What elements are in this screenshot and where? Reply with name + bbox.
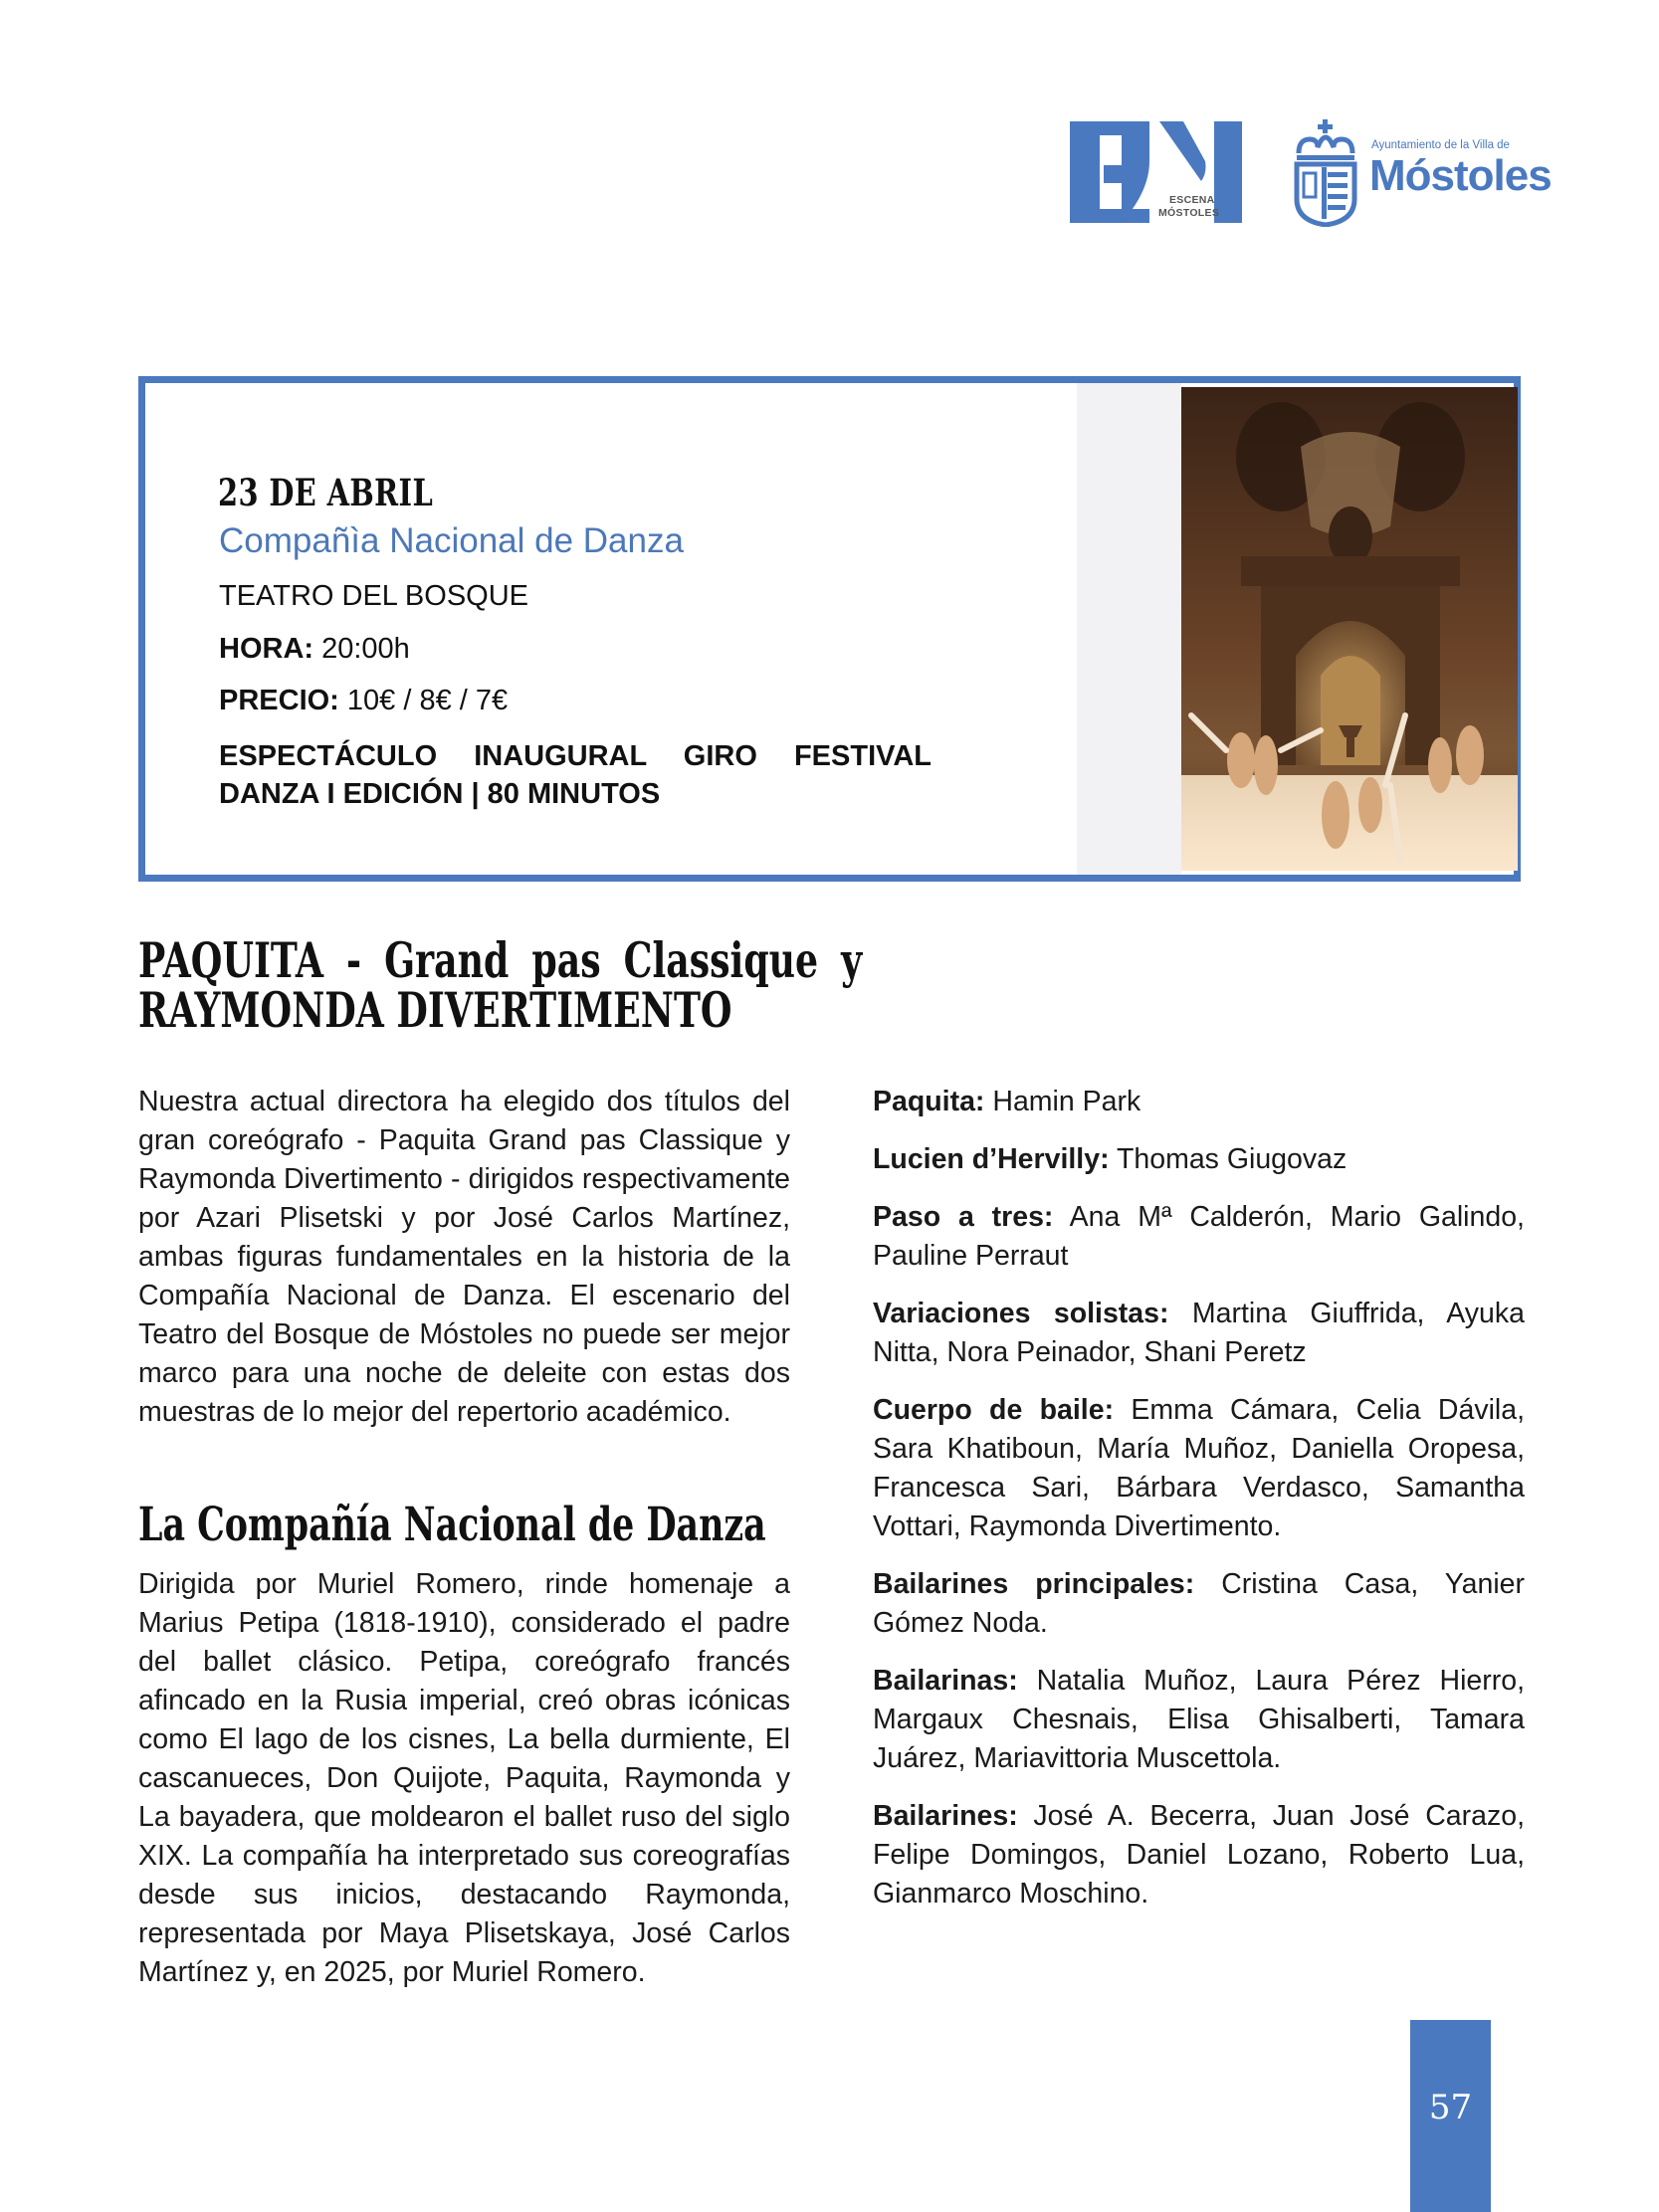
article-title <box>138 931 863 1039</box>
event-info-box <box>138 376 1521 882</box>
credit-item <box>873 1140 1525 1179</box>
article-title-line1: PAQUITA - Grand pas Classique y <box>138 931 863 989</box>
event-description: ESPECTÁCULO INAUGURAL GIRO FESTIVAL DANZA I EDICIÓN | 80 MINUTOS <box>219 740 932 810</box>
credit-item <box>873 1295 1525 1372</box>
logo-square <box>1104 165 1122 183</box>
credit-item <box>873 1565 1525 1643</box>
credit-role: Paquita: <box>873 1086 985 1117</box>
credit-item <box>873 1198 1525 1276</box>
credit-item <box>873 1662 1525 1778</box>
event-time-label: HORA: <box>219 633 314 665</box>
credit-role: Bailarines principales: <box>873 1568 1195 1600</box>
ayuntamiento-mostoles-logo <box>1294 117 1552 227</box>
event-date: 23 DE ABRIL <box>218 471 434 514</box>
credit-role: Variaciones solistas: <box>873 1298 1169 1329</box>
credit-role: Bailarinas: <box>873 1665 1018 1697</box>
escena-mostoles-logo <box>1070 121 1244 223</box>
credit-item <box>873 1797 1525 1913</box>
ballet-performance-photo <box>1181 387 1518 871</box>
coat-of-arms-icon <box>1294 117 1357 227</box>
credit-role: Paso a tres: <box>873 1201 1054 1233</box>
credit-names: Cristina Casa, Yanier Gómez Noda. <box>873 1568 1525 1639</box>
event-time-value: 20:00h <box>313 633 410 665</box>
credit-role: Bailarines: <box>873 1800 1018 1832</box>
logo-mostoles-text: MÓSTOLES <box>1158 207 1220 219</box>
company-paragraph: Dirigida por Muriel Romero, rinde homenaje a Marius Petipa (1818-1910), considerado el padre del ballet clásico. Petipa, coreógrafo francés afincado en la Rusia imperial, creó obras icónicas como El lago de los cisnes, La bella durmiente, El cascanueces, Don Quijote, Paquita, Raymonda y La bayadera, que moldearon el ballet ruso del siglo XIX. La compañía ha interpretado sus coreografías desde sus inicios, destacando Raymonda, representada por Maya Plisetskaya, José Carlos Martínez y, en 2025, por Muriel Romero. <box>138 1568 790 1988</box>
credit-names: Hamin Park <box>984 1086 1141 1117</box>
article-title-line2: RAYMONDA DIVERTIMENTO <box>138 981 732 1039</box>
event-venue: TEATRO DEL BOSQUE <box>219 580 528 612</box>
article-paragraph-intro: Nuestra actual directora ha elegido dos títulos del gran coreógrafo - Paquita Grand pas Classique y Raymonda Divertimento - dirigidos respectivamente por Azari Plisetski y por José Carlos Martínez, ambas figuras fundamentales en la historia de la Compañía Nacional de Danza. El escenario del Teatro del Bosque de Móstoles no puede ser mejor marco para una noche de deleite con estas dos muestras de lo mejor del repertorio académico. <box>138 1086 790 1428</box>
company-subtitle: La Compañía Nacional de Danza <box>138 1498 766 1552</box>
credit-names: Martina Giuffrida, Ayuka Nitta, Nora Peinador, Shani Peretz <box>873 1298 1525 1368</box>
credit-names: José A. Becerra, Juan José Carazo, Felipe Domingos, Daniel Lozano, Roberto Lua, Gianmarco Moschino. <box>873 1800 1525 1910</box>
credit-names: Emma Cámara, Celia Dávila, Sara Khatiboun, María Muñoz, Daniella Oropesa, Francesca Sari, Bárbara Verdasco, Samantha Vottari, Raymonda Divertimento. <box>873 1394 1525 1542</box>
credit-names: Natalia Muñoz, Laura Pérez Hierro, Margaux Chesnais, Elisa Ghisalberti, Tamara Juárez, Mariavittoria Muscettola. <box>873 1665 1525 1774</box>
event-price-label: PRECIO: <box>219 685 339 716</box>
logo-bar-left <box>1070 121 1100 223</box>
credit-item <box>873 1391 1525 1546</box>
page-number-tab <box>1410 2020 1491 2212</box>
credit-role: Lucien d’Hervilly: <box>873 1143 1110 1175</box>
cast-credits <box>873 1083 1525 1932</box>
event-company: Compañìa Nacional de Danza <box>219 521 684 560</box>
logo-escena-text: ESCENA <box>1169 194 1215 206</box>
ayuntamiento-label: Ayuntamiento de la Villa de <box>1371 139 1510 151</box>
credit-names: Ana Mª Calderón, Mario Galindo, Pauline Perraut <box>873 1201 1525 1272</box>
credit-role: Cuerpo de baile: <box>873 1394 1115 1426</box>
event-price-value: 10€ / 8€ / 7€ <box>338 685 509 716</box>
credit-names: Thomas Giugovaz <box>1109 1143 1348 1175</box>
mostoles-label: Móstoles <box>1369 151 1552 200</box>
page-number: 57 <box>1428 2088 1473 2127</box>
credit-item <box>873 1083 1525 1121</box>
photo-margin-band <box>1077 383 1181 875</box>
event-time <box>219 633 410 666</box>
event-price <box>219 685 508 717</box>
